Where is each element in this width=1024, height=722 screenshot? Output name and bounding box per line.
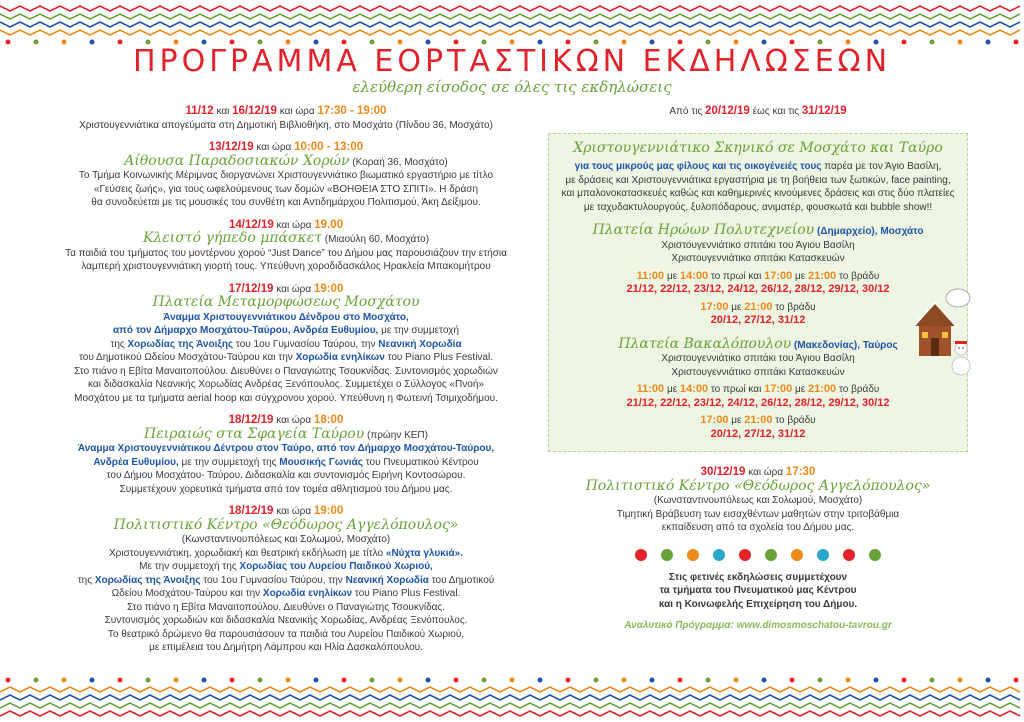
text-span: Μοσχάτου με τα τμήματα aerial hoop και σύγχρονου χορού. Υπεύθυνη η Φωτεινή Τσιμιχοδήμου. [74,392,498,404]
text-span: Συμμετέχουν χορευτικά τμήματα από τον τομέα αθλητισμού του Δήμου μας. [119,483,453,495]
snowflake-icon [594,678,599,683]
text-line [559,383,957,397]
text-span: Συντονισμός χορωδιών και διδασκαλία Νεανικής Χορωδίας, Ανδρέας Ξενόπουλος. [104,615,468,626]
text-span: 17:00 [764,269,793,282]
zigzag-line [0,22,1020,27]
text-span: Χορωδίας της Άνοιξης [94,574,201,586]
text-span: με ταχυδακτυλουργούς, ξυλοπόδαρους, ανιματέρ, φουσκωτά και bubble show!! [583,201,933,213]
text-span: Χριστουγεννιάτικο σπιτάκι του Άγιου Βασίλη [661,353,855,364]
text-span: με επιμέλεια του Δημήτρη Λάμπρου και Ηλία Δασκαλόπουλου. [149,642,423,653]
snowflake-icon [482,678,487,683]
snowflake-icon [1014,678,1019,683]
snowflake-icon [650,678,655,683]
event-date: 16/12/19 [232,105,277,117]
snowflake-icon [6,678,11,683]
text-span: (Μακεδονίας), Ταύρος [793,339,898,351]
text-span: (Δημαρχείο), Μοσχάτο [816,226,924,237]
event-venue: Κλειστό γήπεδο μπάσκετ [142,230,322,246]
text-span: 17:00 [764,383,793,395]
text-span: το βράδυ [838,270,880,282]
text-line [559,270,957,284]
snowflake-icon [739,549,751,561]
text-line [559,224,957,239]
text-span: εκπαίδευση από τα σχολεία του Δήμου μας. [661,522,855,533]
text-line [58,560,514,574]
text-span: Χορωδίας της Άνοιξης [127,338,234,350]
snowflake-icon [174,678,179,683]
text-line [58,547,514,561]
text-span: Χριστουγεννιάτικο σπιτάκι Κατασκευών [671,253,845,264]
bottom-pattern-border [0,662,1024,722]
event-time: 19:00 [313,505,344,517]
event-basketball [58,219,514,274]
event-tree-tavros [58,414,514,496]
snowflake-icon [426,678,431,683]
snowflake-icon [370,678,375,683]
text-span: και ώρα [748,467,784,478]
event-time: 18:00 [313,414,344,426]
text-span: Χορωδίας του Λυρείου Παιδικού Χωριού, [239,561,433,572]
text-span: Το θεατρικό δρώμενο θα παρουσιάσουν τα παιδιά του Λυρείου Παιδικού Χωριού, [107,628,465,640]
event-address: (πρώην ΚΕΠ) [367,429,428,441]
snowflake-icon [958,678,963,683]
event-date: 30/12/19 [700,466,746,478]
snowflake-icon [286,678,291,683]
text-line [559,335,957,353]
snowflake-icon [230,678,235,683]
schedule-dates: 20/12, 27/12, 31/12 [710,314,806,326]
zigzag-line [0,14,1020,19]
text-span: και ώρα [256,142,292,153]
text-span: Τιμητική Βράβευση των εισαχθέντων μαθητών στην τριτοβάθμια [616,508,900,520]
event-time: 10:00 - 13:00 [294,141,364,153]
snowflake-icon [202,678,207,683]
event-time: 17:30 [785,466,816,478]
text-span: 17:00 [700,300,729,313]
text-span: με [795,270,806,282]
text-line [58,105,514,119]
text-span: από τον Δήμαρχο Μοσχάτου-Ταύρου, Ανδρέα Ευθυμίου, [113,325,379,336]
zigzag-line [0,6,1020,11]
text-span: του 1ου Γυμνασίου Ταύρου, την [235,338,376,350]
text-span: και ώρα [276,283,312,295]
text-span: το βράδυ [775,301,816,313]
snowflake-icon [314,678,319,683]
text-line [58,351,514,365]
snowflake-icon [762,678,767,683]
text-span: 11:00 [636,383,665,395]
text-span: Μουσικής Γωνιάς [279,456,363,468]
text-span: Νεανική Χορωδία [345,574,429,586]
snowflake-icon [817,549,829,561]
snowflake-icon [869,549,881,561]
snowflake-icon [34,678,39,683]
text-span: Ωδείου Μοσχάτου-Ταύρου και την [111,588,261,599]
square-heading: Πλατεία Βακαλόπουλου [618,335,792,352]
text-span: λαμπερή χριστουγεννιάτικη γιορτή τους. Υπεύθυνη χοροδιδασκάλος Ηρακλεία Μπακομήτρου [81,261,491,272]
text-line [58,296,514,311]
text-line [58,425,514,443]
text-span: έως και τις [752,106,800,117]
snowflake-icon [566,678,571,683]
snowflake-icon [902,678,907,683]
text-span: με [795,384,806,395]
text-span: με δράσεις και Χριστουγεννιάτικα εργαστήρια με τη βοήθεια των ξωτικών, face painting, [565,174,951,186]
text-span: με [666,384,678,395]
text-line [58,338,514,352]
text-span: Άναμμα Χριστουγεννιάτικου Δένδρου στο Μοσχάτο, [163,311,409,323]
text-line [559,160,957,174]
text-span: του Δήμου Μοσχάτου- Ταύρου. Διδασκαλία και συντονισμός Ειρήνη Κοντοσώρου. [106,470,466,481]
text-line [58,324,514,338]
event-description: Χριστουγεννιάτικα απογεύματα στη Δημοτική Βιβλιοθήκη, στο Μοσχάτο (Πίνδου 36, Μοσχάτο) [79,119,493,131]
snowflake-icon [454,678,459,683]
text-span: 21:00 [808,383,837,395]
event-address: (Κοραή 36, Μοσχάτο) [352,156,448,168]
text-span: Στο πιάνο η Εβίτα Μαναιτοπούλου. Διευθύνει ο Παναγιώτης Τσουκνίδας. [126,601,446,613]
snowflake-icon [818,678,823,683]
text-line [58,574,514,588]
text-span: το βράδυ [838,384,880,395]
text-span: Αναλυτικό Πρόγραμμα: [624,620,734,631]
date-range [548,105,968,119]
snowflake-icon [874,678,879,683]
text-span: του Πνευματικού Κέντρου [365,456,479,468]
text-span: και ώρα [276,506,312,517]
event-venue: Πολιτιστικό Κέντρο «Θεόδωρος Αγγελόπουλος» [113,516,459,533]
text-line [58,152,514,170]
event-awards [548,466,968,535]
text-span: Χριστουγεννιάτικο σπιτάκι Κατασκευών [671,366,845,378]
event-dance-hall [58,141,514,210]
footer-note: και η Κοινωφελής Επιχείρηση του Δήμου. [658,598,858,610]
event-address: (Μιαούλη 60, Μοσχάτο) [324,234,430,245]
text-span: Τα παιδιά του τμήματος του μοντέρνου χορού “Just Dance” του Δήμου μας παρουσιάζουν την ετήσια [65,247,507,259]
text-line [559,414,957,428]
conj: και ώρα [279,106,315,117]
text-span: παρέα με τον Άγιο Βασίλη, [824,161,942,172]
text-span: του Δημοτικού Ωδείου Μοσχάτου-Ταύρου και την [78,352,293,363]
gingerbread-house-icon [911,286,973,386]
text-span: θα συνοδεύεται με τις μουσικές του συνθέτη και Αντιδημάρχου Πολιτισμού, Άκη Δείξιμου. [91,197,481,208]
text-span: Από τις [669,106,703,117]
event-time: 17:30 - 19:00 [317,105,387,117]
text-span: Το Τμήμα Κοινωνικής Μέριμνας διοργανώνει Χριστουγεννιάτικο βιωματικό εργαστήριο με τίτλο [78,170,494,181]
snowflake-icon [538,678,543,683]
text-span: Με την συμμετοχή της [139,561,237,572]
text-span: το βράδυ [775,415,816,426]
snowflake-icon [146,678,151,683]
website-line [548,619,968,633]
snowflake-icon [90,678,95,683]
text-span: Άναμμα Χριστουγεννιάτικου Δέντρου στον Ταύρο, από τον Δήμαρχο Μοσχάτου-Ταύρου, [77,443,495,454]
page-title: ΠΡΟΓΡΑΜΜΑ ΕΟΡΤΑΣΤΙΚΩΝ ΕΚΔΗΛΩΣΕΩΝ [132,44,892,79]
snowflake-icon [790,678,795,683]
text-line [58,516,514,534]
event-date: 17/12/19 [228,282,274,295]
text-span: 20/12/19 [705,105,750,117]
event-date: 18/12/19 [228,505,274,517]
text-span: 21:00 [808,269,837,282]
event-date: 18/12/19 [228,414,274,426]
text-line [548,477,968,495]
snowflake-icon [930,678,935,683]
square-heading: Πλατεία Ηρώων Πολυτεχνείου [592,222,815,238]
text-span: του 1ου Γυμνασίου Ταύρου, την [203,574,343,586]
text-span: 11:00 [636,269,665,282]
text-span: και ώρα [276,219,312,231]
snowflake-icon [622,678,627,683]
text-span: και διδασκαλία Νεανικής Χορωδίας Ανδρέας Ξενόπουλος. Συμμετέχει ο Σύλλογος «Πνοή» [88,379,484,390]
event-date: 14/12/19 [228,218,274,231]
text-span: το πρωί και [710,270,762,282]
page-subtitle: ελεύθερη είσοδος σε όλες τις εκδηλώσεις [352,78,672,96]
snowflake-icon [713,549,725,561]
zigzag-line [0,687,1020,692]
snowflake-icon [62,678,67,683]
snowflake-icon [118,678,123,683]
snowflake-icon [687,549,699,561]
snowflake-icon [765,549,777,561]
text-span: με την συμμετοχή της [181,456,277,468]
event-time: 19:00 [313,282,344,295]
snowflake-icon [342,678,347,683]
text-span: 14:00 [679,383,709,395]
text-span: και ώρα [276,415,312,426]
box-heading: Χριστουγεννιάτικο Σκηνικό σε Μοσχάτο και Ταύρο [573,139,943,156]
christmas-scene-box [548,133,968,453]
snowflake-icon [678,678,683,683]
text-span: «Νύχτα γλυκιά». [385,547,463,559]
text-span: 21:00 [744,414,773,426]
text-span: 14:00 [679,269,709,282]
text-span: (Κωνσταντινουπόλεως και Σολωμού, Μοσχάτο) [653,495,863,506]
snowflake-icon [706,678,711,683]
text-span: 21:00 [744,300,773,313]
snowflake-icon [846,678,851,683]
event-venue: Πειραιώς στα Σφαγεία Ταύρου [144,425,365,442]
text-line [58,456,514,470]
text-span: με την συμμετοχή [381,325,459,336]
text-span: Χορωδία ενηλίκων [295,352,385,363]
schedule-dates: 21/12, 22/12, 23/12, 24/12, 26/12, 28/12, 29/12, 30/12 [626,283,890,295]
snowflake-icon [398,678,403,683]
text-span: του Δημοτικού [431,574,495,586]
left-column [58,105,514,664]
conj: και [216,106,230,117]
text-line [58,232,514,247]
text-line [58,587,514,601]
event-tree-moschato [58,283,514,406]
text-span: του Piano Plus Festival. [387,352,493,363]
zigzag-line [0,30,1020,35]
text-span: Χορωδία ενηλίκων [262,588,353,599]
event-venue: Αίθουσα Παραδοσιακών Χορών [124,152,350,169]
text-span: Νεανική Χορωδία [378,338,462,350]
zigzag-line [0,703,1020,708]
text-span: της [110,338,125,350]
text-span: με [731,415,742,426]
event-date: 11/12 [185,105,214,117]
text-line [559,301,957,315]
schedule-dates: 20/12, 27/12, 31/12 [710,427,806,440]
snowflake-icon [986,678,991,683]
text-span: 31/12/19 [801,105,847,117]
snowflake-icon [661,549,673,561]
snowflake-icon [510,678,515,683]
schedule-dates: 21/12, 22/12, 23/12, 24/12, 26/12, 28/12, 29/12, 30/12 [626,396,890,409]
text-span: (Κωνσταντινουπόλεως και Σολωμού, Μοσχάτο) [181,534,391,545]
text-span: το πρωί και [710,384,762,395]
text-span: για τους μικρούς μας φίλους και τις οικογένειές τους [574,161,822,172]
snowflake-icon [635,549,647,561]
footer-note: Στις φετινές εκδηλώσεις συμμετέχουν [668,571,848,583]
text-span: της [77,574,93,586]
text-span: 17:00 [700,414,729,426]
decorative-dots [548,549,968,561]
zigzag-line [0,711,1020,716]
event-date: 13/12/19 [208,141,254,153]
event-venue: Πολιτιστικό Κέντρο «Θεόδωρος Αγγελόπουλος» [585,477,931,494]
text-span: Ανδρέα Ευθυμίου, [93,456,179,468]
text-span: Στο πιάνο η Εβίτα Μαναιτοπούλου. Διευθύνει ο Παναγιώτης Τσουκνίδας. Συντονισμός χορωδιών [74,365,498,377]
snowflake-icon [258,678,263,683]
zigzag-line [0,695,1020,700]
text-span: με [666,270,678,282]
event-library [58,105,514,132]
right-column [548,105,968,643]
footer-note: τα τμήματα του Πνευματικού μας Κέντρου [659,585,857,596]
text-span: και μπαλονοκατασκευές καθώς και καθημερινές κινούμενες δράσεις και στις δύο πλατείες [561,188,955,199]
text-span: με [731,301,742,313]
event-venue: Πλατεία Μεταμορφώσεως Μοσχάτου [152,294,420,310]
snowflake-icon [734,678,739,683]
text-span: του Piano Plus Festival. [354,588,461,599]
text-span: «Γεύσεις ζωής», για τους ωφελούμενους των δομών «ΒΟΗΘΕΙΑ ΣΤΟ ΣΠΙΤΙ». Η δράση [93,183,479,195]
snowflake-icon [843,549,855,561]
event-time: 19.00 [314,218,344,231]
event-cultural-center [58,505,514,655]
text-span: Χριστουγεννιάτικο σπιτάκι του Άγιου Βασίλη [661,239,855,251]
website-link[interactable]: www.dimosmoschatou-tavrou.gr [736,620,892,631]
text-span: Χριστουγεννιάτικη, χορωδιακή και θεατρική εκδήλωση με τίτλο [108,547,384,559]
snowflake-icon [791,549,803,561]
text-line [559,139,957,157]
